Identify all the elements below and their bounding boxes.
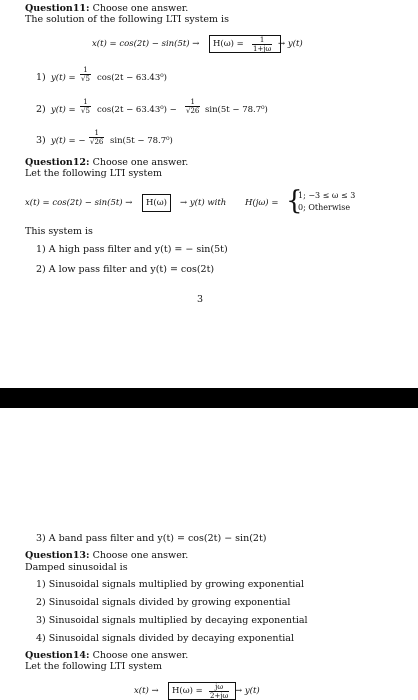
q12-option-2[interactable]: 2) A low pass filter and y(t) = cos(2t) bbox=[36, 264, 215, 275]
q14-intro: Let the following LTI system bbox=[25, 661, 162, 672]
q13-intro: Damped sinusoidal is bbox=[25, 562, 128, 573]
q11-option-2-number: 2) bbox=[36, 104, 46, 115]
q12-option-3[interactable]: 3) A band pass filter and y(t) = cos(2t) − sin(2t) bbox=[36, 533, 267, 544]
q11-option-2-middle: cos(2t − 63.43⁰) − bbox=[97, 105, 177, 115]
q11-system-output: → y(t) bbox=[278, 39, 303, 49]
q11-title: Question11: bbox=[25, 3, 90, 14]
q11-option-2-fraction-2 bbox=[185, 98, 200, 115]
q11-option-3-fraction-num: 1 bbox=[89, 129, 104, 138]
q11-option-2-fraction-1-num: 1 bbox=[80, 98, 91, 107]
q12-case-1: 1; −3 ≤ ω ≤ 3 bbox=[298, 191, 356, 200]
q13-option-2[interactable]: 2) Sinusoidal signals divided by growing exponential bbox=[36, 597, 291, 608]
q14-instruction: Choose one answer. bbox=[92, 650, 189, 661]
document-page-2 bbox=[0, 408, 418, 700]
q11-option-1-lhs: y(t) = bbox=[51, 73, 76, 83]
q14-system-input: x(t) → bbox=[134, 686, 159, 696]
q14-transfer-box bbox=[168, 682, 236, 700]
q11-transfer-box bbox=[209, 35, 281, 53]
q13-header bbox=[25, 550, 188, 562]
q11-option-2-lhs: y(t) = bbox=[51, 105, 76, 115]
q12-cases-brace: { bbox=[286, 186, 303, 216]
q11-option-2-fraction-1 bbox=[80, 98, 91, 115]
q11-option-2-fraction-2-num: 1 bbox=[185, 98, 200, 107]
q11-box-label: H(ω) = bbox=[213, 39, 244, 49]
q11-option-1-expression: cos(2t − 63.43⁰) bbox=[97, 73, 167, 83]
q14-box-label: H(ω) = bbox=[172, 686, 203, 696]
q11-option-3-fraction bbox=[89, 129, 104, 146]
q11-system-input: x(t) = cos(2t) − sin(5t) → bbox=[92, 39, 200, 49]
q13-option-1[interactable]: 1) Sinusoidal signals multiplied by growing exponential bbox=[36, 579, 304, 590]
q11-option-2-expression: sin(5t − 78.7⁰) bbox=[205, 105, 268, 115]
q14-box-denominator: 2+jω bbox=[210, 692, 229, 700]
q11-option-3-fraction-den: √26 bbox=[90, 138, 104, 146]
q11-box-fraction bbox=[252, 36, 272, 53]
q11-box-numerator: 1 bbox=[252, 36, 272, 45]
q11-option-1-fraction-den: √5 bbox=[81, 75, 90, 83]
q12-system-output: → y(t) with bbox=[180, 198, 227, 208]
q11-option-2-fraction-1-den: √5 bbox=[81, 107, 90, 115]
q11-intro: The solution of the following LTI system is bbox=[25, 14, 229, 25]
q12-system-input: x(t) = cos(2t) − sin(5t) → bbox=[25, 198, 133, 208]
q11-box-denominator: 1+jω bbox=[253, 45, 272, 53]
q11-option-1-number: 1) bbox=[36, 72, 46, 83]
q13-option-4[interactable]: 4) Sinusoidal signals divided by decaying exponential bbox=[36, 633, 295, 644]
q12-case-2: 0; Otherwise bbox=[298, 203, 351, 212]
q12-h-label: H(jω) = bbox=[245, 198, 279, 208]
q13-title: Question13: bbox=[25, 550, 90, 561]
q12-instruction: Choose one answer. bbox=[92, 157, 189, 168]
q13-instruction: Choose one answer. bbox=[92, 550, 189, 561]
q11-option-1-fraction-num: 1 bbox=[80, 66, 91, 75]
q14-system-output: → y(t) bbox=[235, 686, 260, 696]
page-number: 3 bbox=[197, 294, 204, 305]
q11-option-1-fraction bbox=[80, 66, 91, 83]
q11-option-3-number: 3) bbox=[36, 135, 46, 146]
q14-box-numerator: jω bbox=[209, 683, 229, 692]
q12-title: Question12: bbox=[25, 157, 90, 168]
q12-intro: Let the following LTI system bbox=[25, 168, 162, 179]
q11-instruction: Choose one answer. bbox=[92, 3, 189, 14]
q13-option-3[interactable]: 3) Sinusoidal signals multiplied by decaying exponential bbox=[36, 615, 308, 626]
q14-title: Question14: bbox=[25, 650, 90, 661]
q14-box-fraction bbox=[209, 683, 229, 700]
q11-option-3-lhs: y(t) = − bbox=[51, 136, 86, 146]
q12-option-1[interactable]: 1) A high pass filter and y(t) = − sin(5t) bbox=[36, 244, 228, 255]
q12-transfer-box: H(ω) bbox=[142, 194, 171, 212]
q11-option-3-expression: sin(5t − 78.7⁰) bbox=[110, 136, 173, 146]
q12-this-system: This system is bbox=[25, 226, 93, 237]
page-separator bbox=[0, 388, 418, 408]
q11-option-2-fraction-2-den: √26 bbox=[186, 107, 200, 115]
